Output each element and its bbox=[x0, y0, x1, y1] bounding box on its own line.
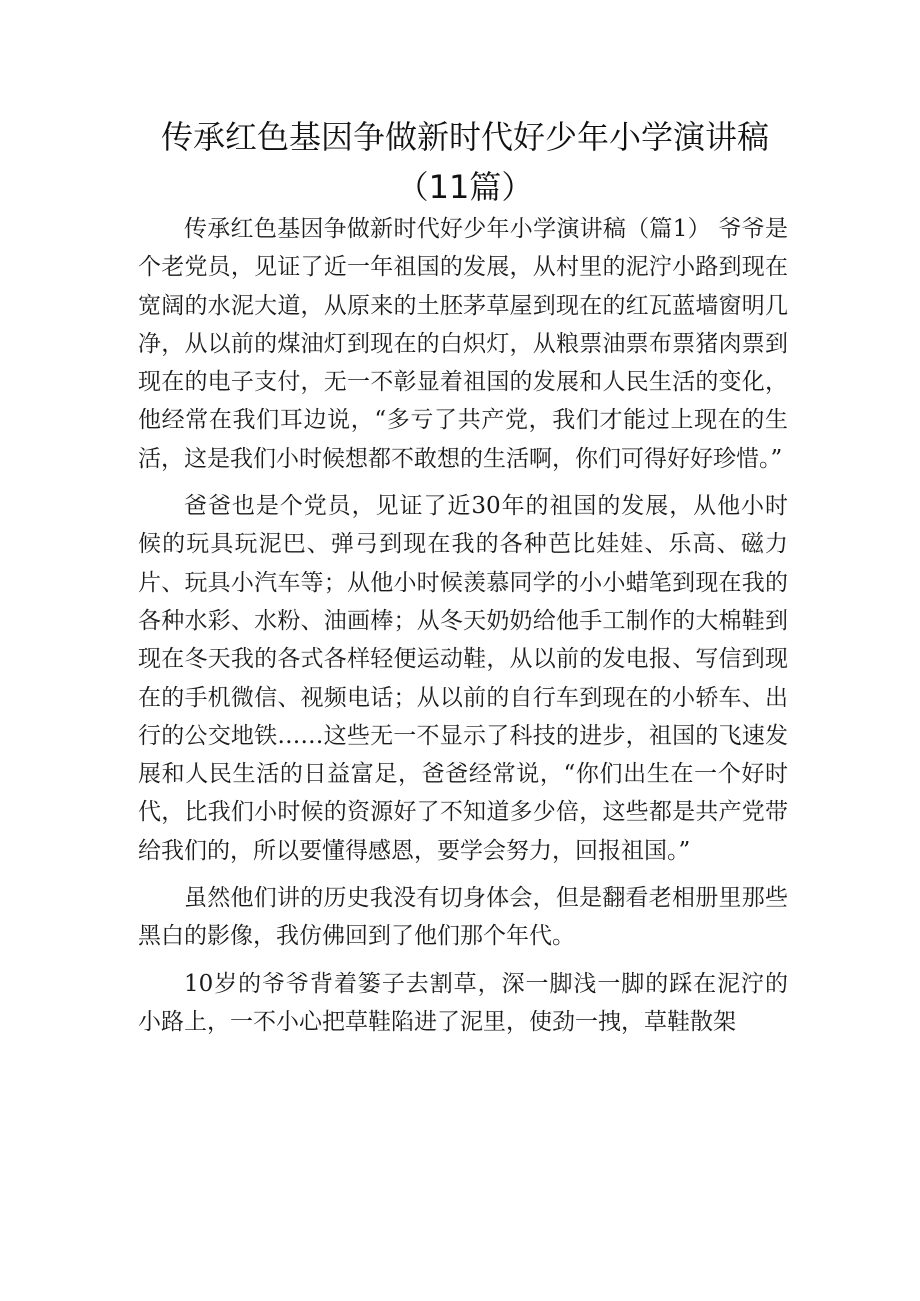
document-title: 传承红色基因争做新时代好少年小学演讲稿（11篇） bbox=[160, 118, 769, 206]
paragraph: 爸爸也是个党员，见证了近30年的祖国的发展，从他小时候的玩具玩泥巴、弹弓到现在我的各种芭比娃娃、乐高、磁力片、玩具小汽车等；从他小时候羡慕同学的小小蜡笔到现在我的各种水彩、水粉、油画棒；从冬天奶奶给他手工制作的大棉鞋到现在冬天我的各式各样轻便运动鞋，从以前的发电报、写信到现在的手机微信、视频电话；从以前的自行车到现在的小轿车、出行的公交地铁……这些无一不显示了科技的进步，祖国的飞速发展和人民生活的日益富足，爸爸经常说，“你们出生在一个好时代，比我们小时候的资源好了不知道多少倍，这些都是共产党带给我们的，所以要懂得感恩，要学会努力，回报祖国。” bbox=[138, 493, 788, 864]
paragraph: 10岁的爷爷背着篓子去割草，深一脚浅一脚的踩在泥泞的小路上，一不小心把草鞋陷进了泥里，使劲一拽，草鞋散架 bbox=[138, 970, 788, 1035]
paragraph: 虽然他们讲的历史我没有切身体会，但是翻看老相册里那些黑白的影像，我仿佛回到了他们那个年代。 bbox=[138, 885, 788, 950]
paragraph: 传承红色基因争做新时代好少年小学演讲稿（篇1） 爷爷是个老党员，见证了近一年祖国的发展，从村里的泥泞小路到现在宽阔的水泥大道，从原来的土胚茅草屋到现在的红瓦蓝墙窗明几净，从以前的煤油灯到现在的白炽灯，从粮票油票布票猪肉票到现在的电子支付，无一不彰显着祖国的发展和人民生活的变化，他经常在我们耳边说，“多亏了共产党，我们才能过上现在的生活，这是我们小时候想都不敢想的生活啊，你们可得好好珍惜。” bbox=[138, 216, 788, 472]
document-body bbox=[138, 210, 788, 1050]
